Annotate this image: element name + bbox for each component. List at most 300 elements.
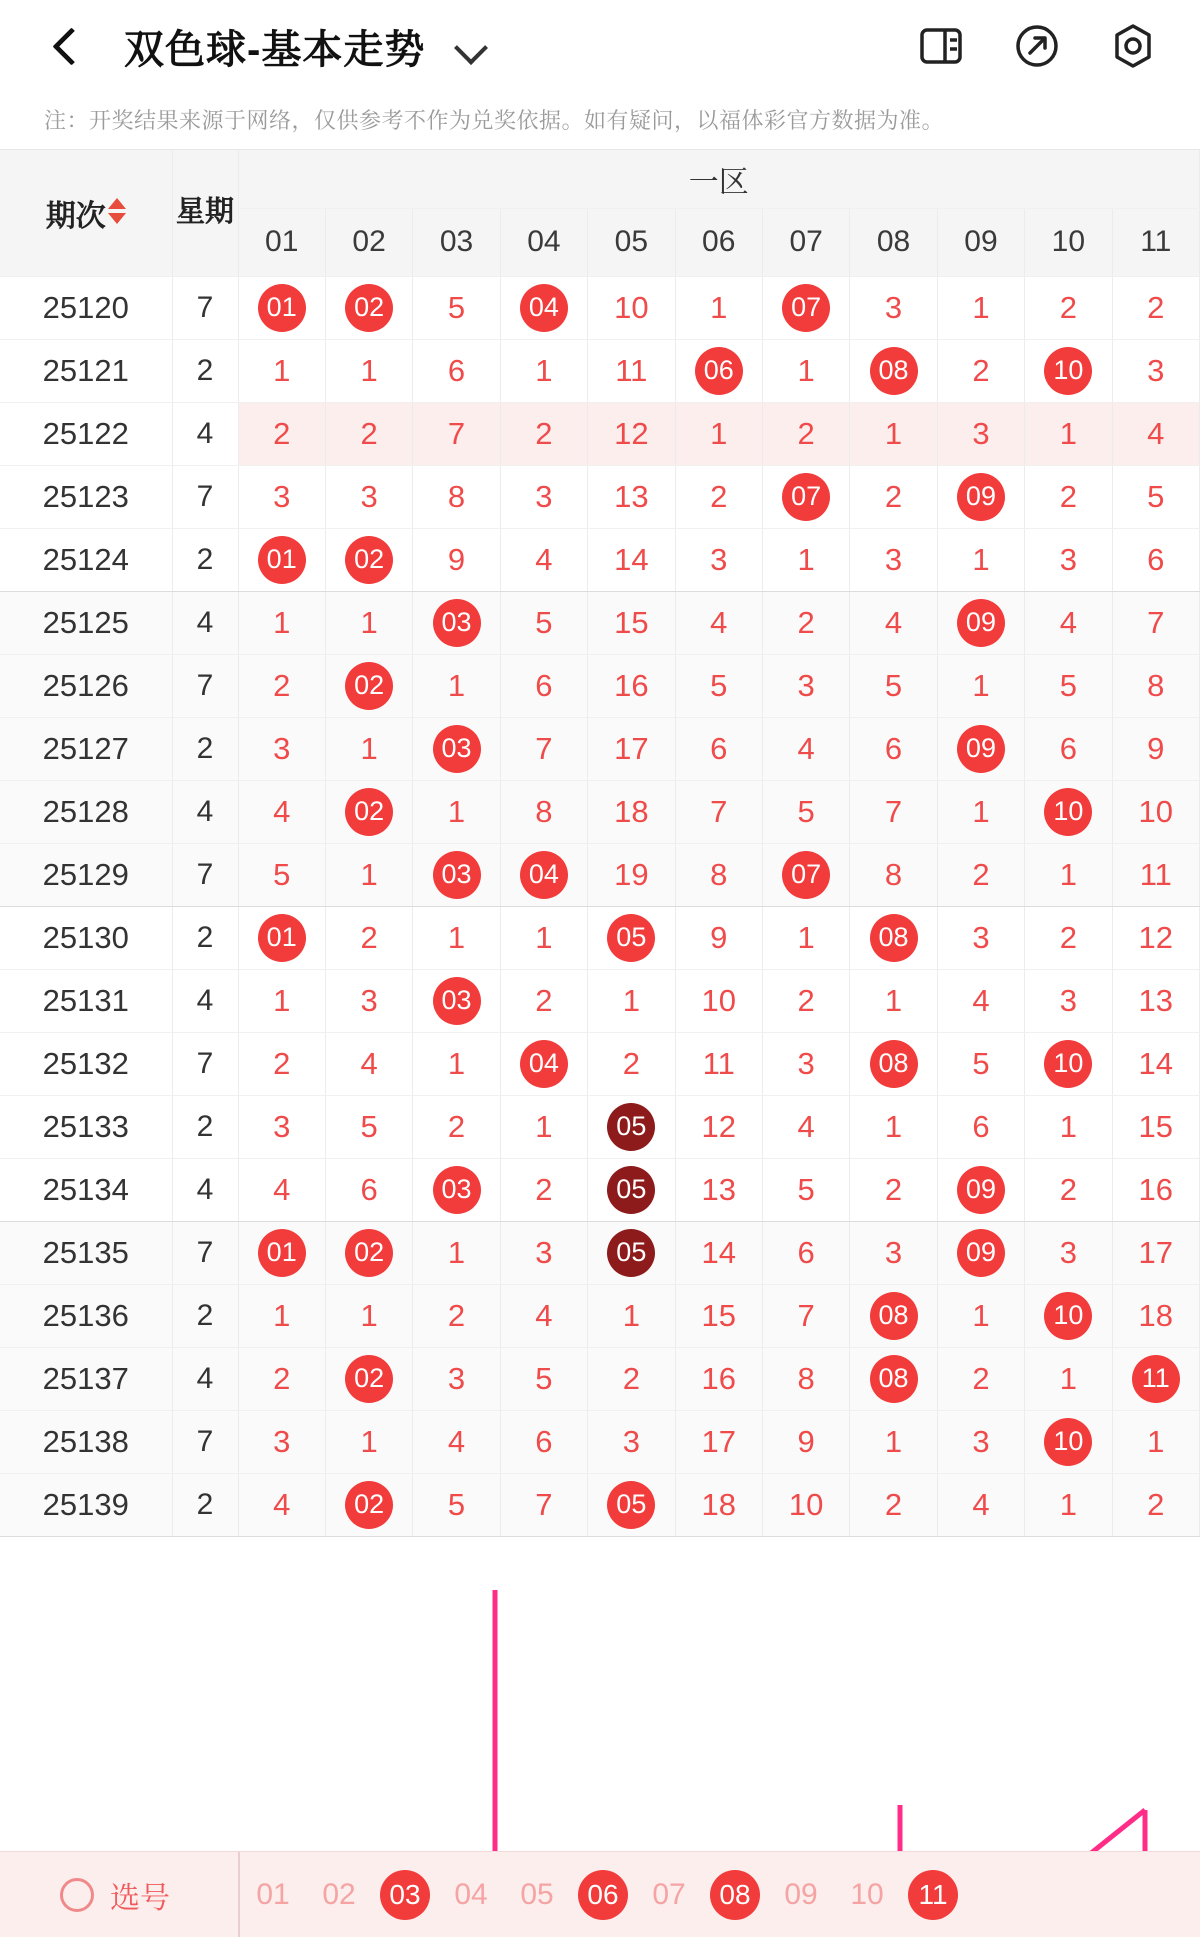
cell-number[interactable] (500, 465, 587, 528)
cell-number[interactable] (762, 339, 849, 402)
cell-number[interactable] (588, 528, 675, 591)
cell-number[interactable] (1112, 906, 1199, 969)
cell-number[interactable] (937, 780, 1024, 843)
cell-issue[interactable]: 25128 (0, 780, 172, 843)
cell-number[interactable] (325, 1158, 412, 1221)
cell-number[interactable] (937, 654, 1024, 717)
cell-number[interactable] (500, 1221, 587, 1284)
cell-number[interactable] (325, 276, 412, 339)
cell-number[interactable] (850, 1284, 937, 1347)
cell-number[interactable] (588, 654, 675, 717)
cell-number[interactable] (937, 717, 1024, 780)
footer-number-cell[interactable]: 09 (784, 1877, 818, 1911)
sort-arrows-icon[interactable] (108, 196, 126, 230)
cell-number[interactable] (325, 1095, 412, 1158)
header-number-10[interactable]: 10 (1025, 208, 1112, 276)
cell-number[interactable] (238, 717, 325, 780)
cell-number[interactable] (325, 402, 412, 465)
cell-number[interactable] (937, 1347, 1024, 1410)
selected-ball[interactable]: 03 (380, 1870, 430, 1920)
cell-number[interactable] (500, 1095, 587, 1158)
cell-number[interactable] (413, 465, 500, 528)
cell-number[interactable] (588, 1032, 675, 1095)
cell-number[interactable] (850, 717, 937, 780)
cell-issue[interactable]: 25129 (0, 843, 172, 906)
cell-number[interactable] (675, 906, 762, 969)
cell-number[interactable] (413, 1347, 500, 1410)
header-number-08[interactable]: 08 (850, 208, 937, 276)
cell-number[interactable] (500, 1473, 587, 1536)
table-row[interactable] (0, 1347, 1200, 1410)
cell-number[interactable] (500, 276, 587, 339)
cell-number[interactable] (325, 1347, 412, 1410)
footer-number-cell[interactable]: 07 (652, 1877, 686, 1911)
header-number-01[interactable]: 01 (238, 208, 325, 276)
footer-number-cell[interactable] (900, 1870, 966, 1920)
cell-number[interactable] (762, 843, 849, 906)
cell-number[interactable] (937, 339, 1024, 402)
cell-number[interactable] (762, 906, 849, 969)
header-issue[interactable] (0, 150, 172, 276)
cell-issue[interactable]: 25123 (0, 465, 172, 528)
cell-number[interactable] (675, 591, 762, 654)
cell-number[interactable] (238, 1095, 325, 1158)
cell-number[interactable] (1112, 1347, 1199, 1410)
cell-number[interactable] (850, 906, 937, 969)
cell-number[interactable] (413, 339, 500, 402)
cell-number[interactable] (1112, 465, 1199, 528)
cell-number[interactable] (238, 1347, 325, 1410)
cell-number[interactable] (675, 1158, 762, 1221)
cell-number[interactable] (1112, 969, 1199, 1032)
cell-number[interactable] (588, 402, 675, 465)
cell-number[interactable] (1025, 528, 1112, 591)
footer-number-cell[interactable] (570, 1870, 636, 1920)
cell-number[interactable] (762, 1221, 849, 1284)
cell-number[interactable] (588, 1095, 675, 1158)
cell-number[interactable] (762, 1158, 849, 1221)
selected-ball[interactable]: 06 (578, 1870, 628, 1920)
cell-number[interactable] (1112, 1095, 1199, 1158)
cell-number[interactable] (1112, 1221, 1199, 1284)
header-number-04[interactable]: 04 (500, 208, 587, 276)
cell-number[interactable] (325, 1032, 412, 1095)
cell-number[interactable] (675, 1221, 762, 1284)
cell-number[interactable] (413, 591, 500, 654)
cell-number[interactable] (588, 276, 675, 339)
cell-number[interactable] (850, 591, 937, 654)
cell-number[interactable] (238, 1473, 325, 1536)
cell-number[interactable] (1025, 1473, 1112, 1536)
cell-number[interactable] (588, 1221, 675, 1284)
cell-number[interactable] (238, 465, 325, 528)
cell-number[interactable] (762, 780, 849, 843)
cell-number[interactable] (500, 1410, 587, 1473)
cell-number[interactable] (1025, 591, 1112, 654)
cell-number[interactable] (1112, 843, 1199, 906)
miss-count: 3 (884, 541, 903, 577)
cell-number[interactable] (413, 1473, 500, 1536)
cell-number[interactable] (937, 1284, 1024, 1347)
cell-number[interactable] (238, 969, 325, 1032)
cell-number[interactable] (325, 1284, 412, 1347)
table-row[interactable] (0, 1221, 1200, 1284)
cell-number[interactable] (762, 654, 849, 717)
cell-number[interactable] (588, 1473, 675, 1536)
footer-number-cell[interactable] (372, 1870, 438, 1920)
cell-number[interactable] (675, 1032, 762, 1095)
cell-number[interactable] (413, 1410, 500, 1473)
cell-number[interactable] (500, 969, 587, 1032)
header-number-03[interactable]: 03 (413, 208, 500, 276)
cell-number[interactable] (937, 1158, 1024, 1221)
cell-number[interactable] (675, 654, 762, 717)
table-row[interactable] (0, 276, 1200, 339)
cell-issue[interactable]: 25121 (0, 339, 172, 402)
cell-number[interactable] (1025, 717, 1112, 780)
cell-number[interactable] (413, 780, 500, 843)
cell-number[interactable] (850, 1221, 937, 1284)
footer-number-cell[interactable]: 10 (850, 1877, 884, 1911)
cell-number[interactable] (762, 1410, 849, 1473)
pick-label-group[interactable] (0, 1873, 238, 1917)
cell-number[interactable] (850, 339, 937, 402)
cell-issue[interactable]: 25124 (0, 528, 172, 591)
cell-number[interactable] (413, 1221, 500, 1284)
cell-number[interactable] (762, 1032, 849, 1095)
cell-number[interactable] (937, 906, 1024, 969)
table-row[interactable] (0, 591, 1200, 654)
cell-number[interactable] (1112, 1284, 1199, 1347)
cell-number[interactable] (500, 906, 587, 969)
miss-count: 2 (535, 1171, 553, 1207)
cell-number[interactable] (850, 465, 937, 528)
cell-number[interactable] (325, 780, 412, 843)
cell-number[interactable] (413, 843, 500, 906)
cell-issue[interactable]: 25137 (0, 1347, 172, 1410)
cell-number[interactable] (500, 591, 587, 654)
cell-number[interactable] (413, 1032, 500, 1095)
cell-number[interactable] (850, 1095, 937, 1158)
cell-number[interactable] (500, 1032, 587, 1095)
cell-number[interactable] (500, 339, 587, 402)
cell-number[interactable] (238, 843, 325, 906)
cell-number[interactable] (325, 591, 412, 654)
cell-number[interactable] (850, 969, 937, 1032)
cell-number[interactable] (325, 1410, 412, 1473)
cell-number[interactable] (675, 1473, 762, 1536)
cell-number[interactable] (588, 843, 675, 906)
cell-number[interactable] (1025, 465, 1112, 528)
cell-number[interactable] (1025, 1032, 1112, 1095)
cell-number[interactable] (937, 528, 1024, 591)
header-number-11[interactable]: 11 (1112, 208, 1199, 276)
cell-number[interactable] (325, 528, 412, 591)
cell-number[interactable] (675, 843, 762, 906)
cell-number[interactable] (325, 654, 412, 717)
cell-number[interactable] (937, 1032, 1024, 1095)
table-row[interactable] (0, 843, 1200, 906)
cell-number[interactable] (500, 654, 587, 717)
cell-number[interactable] (500, 1158, 587, 1221)
miss-count: 6 (535, 667, 553, 703)
cell-number[interactable] (325, 465, 412, 528)
cell-number[interactable] (238, 339, 325, 402)
cell-number[interactable] (413, 654, 500, 717)
cell-number[interactable] (762, 1473, 849, 1536)
cell-number[interactable] (762, 1284, 849, 1347)
cell-issue[interactable]: 25130 (0, 906, 172, 969)
cell-number[interactable] (238, 1032, 325, 1095)
cell-number[interactable] (1112, 1158, 1199, 1221)
cell-number[interactable] (762, 276, 849, 339)
cell-number[interactable] (588, 1284, 675, 1347)
cell-issue[interactable]: 25138 (0, 1410, 172, 1473)
cell-number[interactable] (588, 591, 675, 654)
cell-number[interactable] (1025, 1347, 1112, 1410)
table-row[interactable] (0, 528, 1200, 591)
cell-number[interactable] (675, 969, 762, 1032)
cell-issue[interactable]: 25127 (0, 717, 172, 780)
cell-number[interactable] (1112, 654, 1199, 717)
cell-number[interactable] (325, 1221, 412, 1284)
cell-issue[interactable]: 25131 (0, 969, 172, 1032)
cell-number[interactable] (238, 1410, 325, 1473)
pick-number-bar[interactable] (0, 1851, 1200, 1937)
cell-number[interactable] (588, 339, 675, 402)
table-row[interactable] (0, 654, 1200, 717)
cell-number[interactable] (500, 1347, 587, 1410)
share-external-icon[interactable] (1010, 19, 1064, 73)
layout-split-icon[interactable] (914, 19, 968, 73)
cell-number[interactable] (937, 969, 1024, 1032)
cell-number[interactable] (675, 465, 762, 528)
cell-number[interactable] (675, 1410, 762, 1473)
cell-number[interactable] (937, 1221, 1024, 1284)
cell-number[interactable] (850, 780, 937, 843)
cell-number[interactable] (413, 1095, 500, 1158)
cell-number[interactable] (588, 1410, 675, 1473)
cell-number[interactable] (937, 1095, 1024, 1158)
cell-number[interactable] (1025, 654, 1112, 717)
table-row[interactable] (0, 1284, 1200, 1347)
cell-number[interactable] (500, 843, 587, 906)
cell-number[interactable] (238, 906, 325, 969)
cell-number[interactable] (238, 276, 325, 339)
cell-number[interactable] (850, 1410, 937, 1473)
cell-number[interactable] (1112, 528, 1199, 591)
cell-number[interactable] (850, 1473, 937, 1536)
table-row[interactable] (0, 906, 1200, 969)
footer-number-cell[interactable]: 01 (256, 1877, 290, 1911)
cell-number[interactable] (413, 906, 500, 969)
footer-number-cell[interactable]: 04 (454, 1877, 488, 1911)
table-row[interactable] (0, 780, 1200, 843)
cell-issue[interactable]: 25135 (0, 1221, 172, 1284)
cell-number[interactable] (1025, 1284, 1112, 1347)
cell-number[interactable] (500, 528, 587, 591)
table-row[interactable] (0, 969, 1200, 1032)
cell-number[interactable] (1112, 1473, 1199, 1536)
table-row[interactable] (0, 339, 1200, 402)
cell-number[interactable] (675, 528, 762, 591)
cell-number[interactable] (238, 528, 325, 591)
cell-number[interactable] (413, 528, 500, 591)
cell-number[interactable] (588, 1347, 675, 1410)
cell-number[interactable] (1025, 780, 1112, 843)
cell-number[interactable] (675, 276, 762, 339)
cell-number[interactable] (675, 402, 762, 465)
cell-number[interactable] (675, 1347, 762, 1410)
cell-number[interactable] (937, 1473, 1024, 1536)
cell-number[interactable] (850, 1032, 937, 1095)
cell-number[interactable] (238, 591, 325, 654)
cell-number[interactable] (1112, 1032, 1199, 1095)
cell-number[interactable] (850, 1347, 937, 1410)
header-number-02[interactable]: 02 (325, 208, 412, 276)
cell-number[interactable] (238, 1221, 325, 1284)
cell-number[interactable] (937, 843, 1024, 906)
cell-number[interactable] (1025, 1410, 1112, 1473)
cell-issue[interactable]: 25126 (0, 654, 172, 717)
cell-number[interactable] (325, 339, 412, 402)
selected-ball[interactable]: 08 (710, 1870, 760, 1920)
table-row[interactable] (0, 1032, 1200, 1095)
cell-issue[interactable]: 25122 (0, 402, 172, 465)
selected-ball[interactable]: 11 (908, 1870, 958, 1920)
cell-issue[interactable]: 25132 (0, 1032, 172, 1095)
cell-number[interactable] (588, 465, 675, 528)
header-number-06[interactable]: 06 (675, 208, 762, 276)
cell-number[interactable] (850, 654, 937, 717)
cell-number[interactable] (413, 276, 500, 339)
cell-number[interactable] (588, 717, 675, 780)
cell-number[interactable] (238, 654, 325, 717)
cell-number[interactable] (413, 717, 500, 780)
cell-number[interactable] (1112, 780, 1199, 843)
cell-number[interactable] (762, 528, 849, 591)
cell-number[interactable] (850, 276, 937, 339)
cell-number[interactable] (1025, 402, 1112, 465)
cell-number[interactable] (413, 402, 500, 465)
cell-number[interactable] (937, 402, 1024, 465)
cell-number[interactable] (413, 969, 500, 1032)
cell-number[interactable] (850, 1158, 937, 1221)
cell-issue[interactable]: 25120 (0, 276, 172, 339)
miss-count: 3 (972, 415, 990, 451)
footer-number-cell[interactable] (702, 1870, 768, 1920)
cell-number[interactable] (762, 465, 849, 528)
cell-number[interactable] (500, 780, 587, 843)
table-row[interactable] (0, 402, 1200, 465)
cell-number[interactable] (1112, 717, 1199, 780)
cell-number[interactable] (588, 969, 675, 1032)
table-row[interactable] (0, 1158, 1200, 1221)
cell-number[interactable] (1025, 843, 1112, 906)
cell-number[interactable] (850, 402, 937, 465)
cell-number[interactable] (1112, 402, 1199, 465)
cell-number[interactable] (325, 906, 412, 969)
cell-number[interactable] (937, 1410, 1024, 1473)
cell-number[interactable] (1025, 276, 1112, 339)
cell-number[interactable] (1112, 591, 1199, 654)
footer-number-cell[interactable]: 05 (520, 1877, 554, 1911)
cell-number[interactable] (238, 1284, 325, 1347)
cell-number[interactable] (1112, 276, 1199, 339)
header-number-09[interactable]: 09 (937, 208, 1024, 276)
cell-number[interactable] (675, 1095, 762, 1158)
cell-number[interactable] (238, 402, 325, 465)
cell-number[interactable] (675, 1284, 762, 1347)
cell-issue[interactable]: 25134 (0, 1158, 172, 1221)
cell-number[interactable] (1112, 1410, 1199, 1473)
cell-number[interactable] (588, 780, 675, 843)
cell-number[interactable] (675, 717, 762, 780)
cell-issue[interactable]: 25125 (0, 591, 172, 654)
cell-issue[interactable]: 25133 (0, 1095, 172, 1158)
cell-number[interactable] (500, 402, 587, 465)
back-icon[interactable] (44, 23, 90, 69)
cell-number[interactable] (1025, 1095, 1112, 1158)
cell-number[interactable] (937, 465, 1024, 528)
cell-number[interactable] (675, 339, 762, 402)
cell-number[interactable] (325, 1473, 412, 1536)
cell-number[interactable] (850, 843, 937, 906)
cell-number[interactable] (1025, 969, 1112, 1032)
cell-number[interactable] (500, 717, 587, 780)
cell-number[interactable] (413, 1284, 500, 1347)
cell-number[interactable] (762, 1095, 849, 1158)
cell-number[interactable] (325, 969, 412, 1032)
cell-number[interactable] (413, 1158, 500, 1221)
cell-number[interactable] (588, 906, 675, 969)
trend-table-wrapper[interactable] (0, 149, 1200, 1884)
cell-number[interactable] (1025, 1158, 1112, 1221)
header-number-07[interactable]: 07 (762, 208, 849, 276)
cell-issue[interactable]: 25136 (0, 1284, 172, 1347)
cell-number[interactable] (500, 1284, 587, 1347)
cell-number[interactable] (325, 717, 412, 780)
cell-number[interactable] (762, 717, 849, 780)
table-row[interactable] (0, 1095, 1200, 1158)
cell-number[interactable] (325, 843, 412, 906)
cell-issue[interactable]: 25139 (0, 1473, 172, 1536)
target-settings-icon[interactable] (1106, 19, 1160, 73)
table-row[interactable] (0, 1410, 1200, 1473)
cell-number[interactable] (762, 969, 849, 1032)
cell-number[interactable] (937, 591, 1024, 654)
table-row[interactable] (0, 1473, 1200, 1536)
footer-number-cell[interactable]: 02 (322, 1877, 356, 1911)
cell-number[interactable] (850, 528, 937, 591)
cell-number[interactable] (1025, 339, 1112, 402)
cell-number[interactable] (588, 1158, 675, 1221)
table-row[interactable] (0, 717, 1200, 780)
cell-number[interactable] (937, 276, 1024, 339)
cell-number[interactable] (1025, 1221, 1112, 1284)
cell-number[interactable] (238, 780, 325, 843)
cell-number[interactable] (675, 780, 762, 843)
cell-number[interactable] (1112, 339, 1199, 402)
header-number-05[interactable]: 05 (588, 208, 675, 276)
cell-number[interactable] (762, 402, 849, 465)
cell-number[interactable] (1025, 906, 1112, 969)
cell-number[interactable] (762, 591, 849, 654)
table-row[interactable] (0, 465, 1200, 528)
chevron-down-icon[interactable] (451, 27, 489, 65)
cell-number[interactable] (238, 1158, 325, 1221)
cell-number[interactable] (762, 1347, 849, 1410)
